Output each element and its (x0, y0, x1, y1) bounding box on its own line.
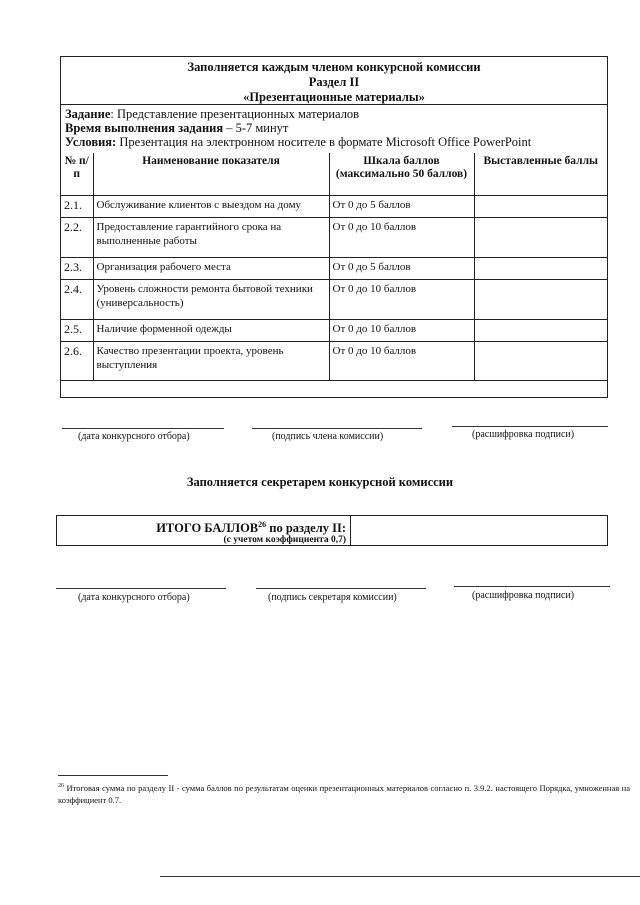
decode-signature-line[interactable] (452, 426, 608, 427)
footnote-ref: 26 (258, 520, 267, 529)
row-scale: От 0 до 10 баллов (329, 280, 474, 320)
conditions-value: Презентация на электронном носителе в формате Microsoft Office PowerPoint (116, 135, 532, 149)
time-label: Время выполнения задания (65, 121, 224, 135)
table-row (61, 280, 607, 320)
task-info (65, 107, 605, 149)
footnote-number: 26 (58, 783, 64, 789)
table-row (61, 196, 607, 218)
conditions-label: Условия: (65, 135, 117, 149)
date-signature-line[interactable] (62, 428, 224, 429)
row-num: 2.5. (61, 320, 93, 342)
row-name: Качество презентации проекта, уровень выступления (93, 342, 329, 381)
row-given-score-cell[interactable] (474, 196, 607, 218)
secretary-signature-line[interactable] (256, 588, 426, 589)
table-row (61, 320, 607, 342)
row-scale: От 0 до 10 баллов (329, 320, 474, 342)
row-num: 2.6. (61, 342, 93, 381)
row-given-score-cell[interactable] (474, 280, 607, 320)
table-header-row (61, 153, 607, 196)
total-sub: (с учетом коэффициента 0,7) (223, 535, 346, 546)
secretary-sign-caption: (подпись секретаря комиссии) (268, 592, 397, 603)
row-scale: От 0 до 5 баллов (329, 258, 474, 280)
date-caption-2: (дата конкурсного отбора) (78, 592, 190, 603)
header-line-3: «Презентационные материалы» (243, 90, 425, 104)
decode-signature-line-2[interactable] (454, 586, 610, 587)
total-box (56, 515, 608, 546)
row-num: 2.2. (61, 218, 93, 258)
decode-caption-2: (расшифровка подписи) (472, 590, 575, 601)
time-line (65, 121, 605, 135)
row-scale: От 0 до 10 баллов (329, 218, 474, 258)
form-header (61, 57, 607, 105)
page-bottom-rule (160, 876, 640, 877)
total-label-cell (57, 516, 351, 545)
total-value-cell[interactable] (351, 516, 607, 545)
col-scale-header: Шкала баллов (максимально 50 баллов) (329, 153, 474, 196)
date-caption: (дата конкурсного отбора) (78, 431, 190, 442)
row-given-score-cell[interactable] (474, 258, 607, 280)
task-label: Задание (65, 107, 111, 121)
member-form (60, 56, 608, 398)
footnote-text: Итоговая сумма по разделу II - сумма баллов по результатам оценки презентационных материалов согласно п. 3.9.2. настоящего Порядка, умноженная на коэффициент 0.7. (58, 782, 630, 805)
col-num-header: № п/п (61, 153, 93, 196)
row-given-score-cell[interactable] (474, 218, 607, 258)
row-name: Обслуживание клиентов с выездом на дому (93, 196, 329, 218)
decode-caption: (расшифровка подписи) (472, 429, 575, 440)
row-num: 2.4. (61, 280, 93, 320)
row-num: 2.3. (61, 258, 93, 280)
row-given-score-cell[interactable] (474, 342, 607, 381)
row-name: Организация рабочего места (93, 258, 329, 280)
time-value: – 5-7 минут (223, 121, 289, 135)
total-label-tail: по разделу II: (266, 521, 346, 536)
footnote-separator (58, 775, 168, 776)
total-label-text: ИТОГО БАЛЛОВ (156, 521, 259, 536)
conditions-line (65, 135, 605, 149)
member-sign-caption: (подпись члена комиссии) (272, 431, 384, 442)
row-name: Уровень сложности ремонта бытовой техники (универсальность) (93, 280, 329, 320)
header-line-1: Заполняется каждым членом конкурсной комиссии (187, 60, 481, 74)
table-row (61, 342, 607, 381)
member-signature-line[interactable] (252, 428, 422, 429)
header-line-2: Раздел II (308, 75, 360, 89)
table-row (61, 258, 607, 280)
row-name: Наличие форменной одежды (93, 320, 329, 342)
secretary-section-title: Заполняется секретарем конкурсной комиссии (186, 475, 454, 489)
footnote (58, 780, 630, 806)
row-given-score-cell[interactable] (474, 320, 607, 342)
total-label (57, 518, 346, 535)
row-scale: От 0 до 5 баллов (329, 196, 474, 218)
task-line (65, 107, 605, 121)
col-name-header: Наименование показателя (93, 153, 329, 196)
task-value: : Представление презентационных материалов (110, 107, 360, 121)
col-given-header: Выставленные баллы (474, 153, 607, 196)
date-signature-line-2[interactable] (56, 588, 226, 589)
row-scale: От 0 до 10 баллов (329, 342, 474, 381)
score-table (61, 153, 607, 381)
table-row (61, 218, 607, 258)
row-name: Предоставление гарантийного срока на выполненные работы (93, 218, 329, 258)
row-num: 2.1. (61, 196, 93, 218)
